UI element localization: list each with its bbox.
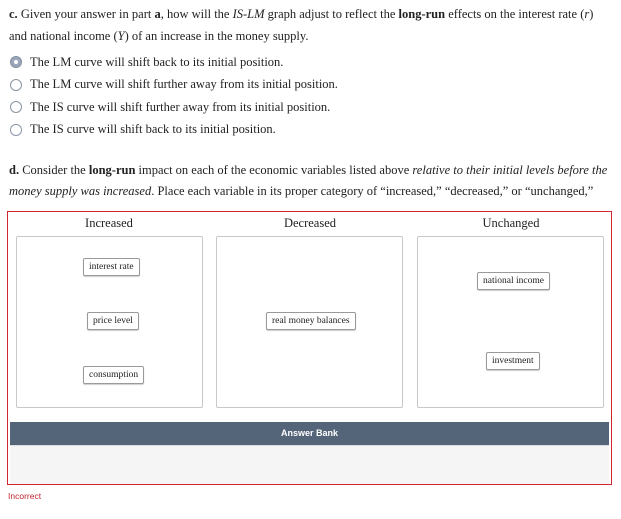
category-decreased (215, 212, 405, 326)
option-is-shift-further[interactable] (10, 96, 338, 119)
radio-button[interactable] (10, 124, 22, 136)
category-unchanged (416, 212, 606, 366)
question-part-d: d. Consider the long-run impact on each of the economic variables listed above relative to their initial levels before the money supply was increased. Place each variable in its proper category of “increased,” “decreased,” or “unchanged,” (9, 163, 608, 198)
category-heading: Decreased (283, 216, 337, 230)
option-is-shift-back[interactable] (10, 119, 338, 142)
answer-chip[interactable]: national income (477, 272, 550, 290)
option-lm-shift-back[interactable] (10, 51, 338, 74)
drop-zone-unchanged[interactable] (417, 236, 604, 408)
radio-button[interactable] (10, 79, 22, 91)
answer-chip[interactable]: investment (486, 352, 540, 370)
answer-chip[interactable]: real money balances (266, 312, 356, 330)
category-increased (14, 212, 204, 380)
category-heading: Unchanged (482, 216, 540, 230)
drop-zone-decreased[interactable] (216, 236, 403, 408)
status-incorrect: Incorrect (8, 491, 42, 501)
answer-options (10, 51, 338, 141)
option-label: The IS curve will shift back to its initial position. (30, 122, 276, 137)
drop-zone-increased[interactable] (16, 236, 203, 408)
option-label: The LM curve will shift back to its initial position. (30, 54, 284, 69)
option-label: The LM curve will shift further away from its initial position. (30, 77, 338, 92)
radio-button-selected[interactable] (10, 56, 22, 68)
part-d-letter: d. (9, 163, 20, 177)
question-part-c: c. Given your answer in part a, how will the IS-LM graph adjust to reflect the long-run effects on the interest rate (r) and national income (Y) of an increase in the money supply. (9, 7, 594, 43)
answer-chip[interactable]: consumption (83, 366, 144, 384)
category-heading: Increased (85, 216, 133, 230)
answer-chip[interactable]: interest rate (83, 258, 140, 276)
option-label: The IS curve will shift further away from its initial position. (30, 99, 331, 114)
radio-button[interactable] (10, 101, 22, 113)
part-c-letter: c. (9, 7, 18, 21)
answer-bank-header: Answer Bank (10, 422, 609, 445)
drag-drop-container (7, 211, 612, 485)
answer-chip[interactable]: price level (87, 312, 139, 330)
answer-bank-area[interactable] (10, 445, 609, 484)
option-lm-shift-further[interactable] (10, 74, 338, 97)
